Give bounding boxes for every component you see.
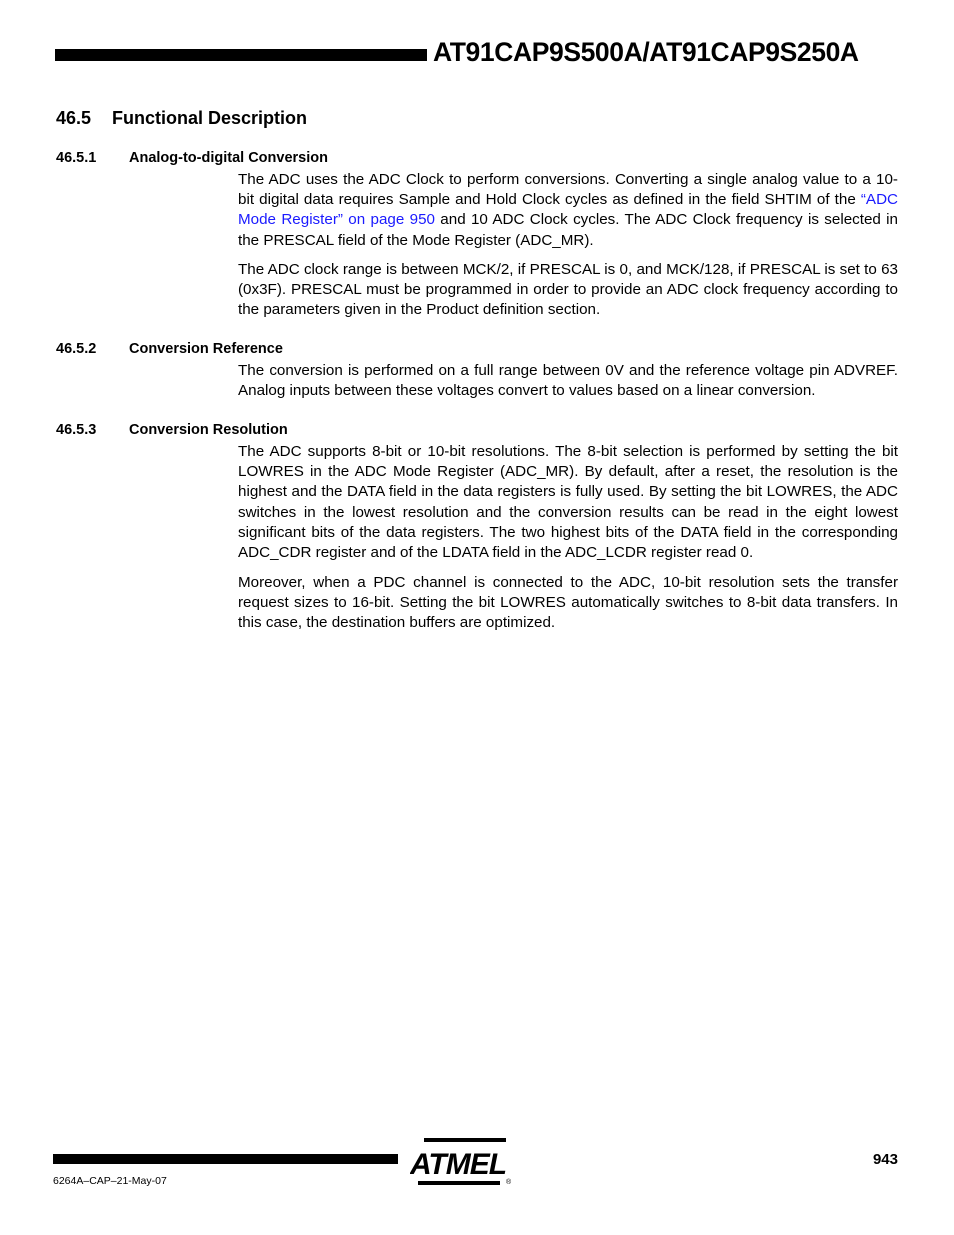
header-rule <box>55 49 427 61</box>
document-code: 6264A–CAP–21-May-07 <box>53 1175 167 1187</box>
subsection-heading-46-5-2 <box>56 339 283 359</box>
subsection-heading-46-5-1 <box>56 148 328 168</box>
paragraph-pdc-resolution: Moreover, when a PDC channel is connected to the ADC, 10-bit resolution sets the transfer request sizes to 16-bit. Setting the bit LOWRES automatically switches to 8-bit data transfers. In this case, the destination buffers are optimized. <box>238 574 898 632</box>
paragraph-conversion-reference: The conversion is performed on a full range between 0V and the reference voltage pin ADVREF. Analog inputs between these voltages convert to values based on a linear conversion. <box>238 362 898 400</box>
subsection-title: Conversion Reference <box>129 341 283 357</box>
svg-text:ATMEL: ATMEL <box>410 1148 507 1181</box>
section-title: Functional Description <box>112 108 308 128</box>
subsection-heading-46-5-3 <box>56 420 288 440</box>
paragraph-resolution: The ADC supports 8-bit or 10-bit resolutions. The 8-bit selection is performed by setting the bit LOWRES in the ADC Mode Register (ADC_MR). By default, after a reset, the resolution is the highest and the DATA field in the data registers is fully used. By setting the bit LOWRES, the ADC switches in the lowest resolution and the conversion results can be read in the eight lowest significant bits of the data registers. The two highest bits of the DATA field in the corresponding ADC_CDR register and of the LDATA field in the ADC_LCDR register read 0. <box>238 443 898 562</box>
subsection-title: Conversion Resolution <box>129 422 288 438</box>
adc-mode-register-link[interactable]: “ADC Mode Register” on page 950 <box>238 191 898 229</box>
paragraph-text: The ADC uses the ADC Clock to perform conversions. Converting a single analog value to a 10-bit digital data requires Sample and Hold Clock cycles as defined in the field SHTIM of the <box>238 171 898 209</box>
section-number: 46.5 <box>56 108 92 128</box>
paragraph-adc-conversion <box>238 170 898 251</box>
page-number: 943 <box>872 1151 898 1168</box>
subsection-number: 46.5.1 <box>56 150 97 166</box>
footer-rule <box>53 1154 398 1164</box>
paragraph-text: and 10 ADC Clock cycles. The ADC Clock frequency is selected in the PRESCAL field of the Mode Register (ADC_MR). <box>238 211 899 249</box>
svg-text:®: ® <box>506 1179 512 1186</box>
paragraph-adc-clock-range: The ADC clock range is between MCK/2, if PRESCAL is 0, and MCK/128, if PRESCAL is set to 63 (0x3F). PRESCAL must be programmed in order to provide an ADC clock frequency according to the parameters given in the Product definition section. <box>238 261 898 319</box>
document-title: AT91CAP9S500A/AT91CAP9S250A <box>433 37 859 67</box>
subsection-title: Analog-to-digital Conversion <box>129 150 328 166</box>
subsection-number: 46.5.2 <box>56 341 97 357</box>
atmel-logo <box>410 1138 514 1186</box>
section-heading <box>56 106 307 130</box>
subsection-number: 46.5.3 <box>56 422 97 438</box>
